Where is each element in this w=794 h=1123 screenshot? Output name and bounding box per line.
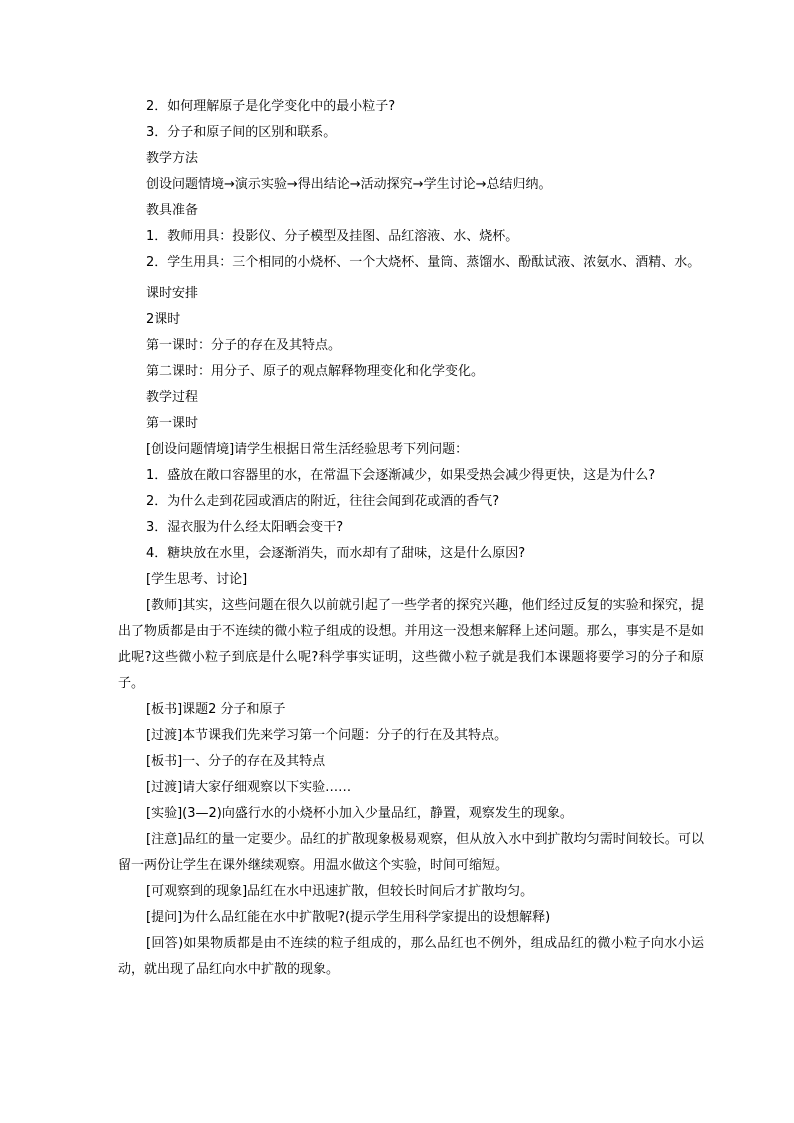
text-line: 1．盛放在敞口容器里的水，在常温下会逐渐减少，如果受热会减少得更快，这是为什么? [146,468,656,483]
text-line: [板书]课题2 分子和原子 [146,702,286,717]
section-heading: 教学过程 [146,390,199,405]
text-paragraph: [注意]品红的量一定要少。品红的扩散现象极易观察，但从放入水中到扩散均匀需时间较长。可以留一两份让学生在课外继续观察。用温水做这个实验，时间可缩短。 [118,832,704,873]
text-line: [过渡]请大家仔细观察以下实验…… [146,780,352,795]
section-heading: 教学方法 [146,151,199,166]
text-line: 第一课时 [146,416,199,431]
text-line: [实验](3—2)向盛行水的小烧杯小加入少量品红，静置，观察发生的现象。 [146,806,573,821]
text-line: 1．教师用具：投影仪、分子模型及挂图、品红溶液、水、烧杯。 [146,229,519,244]
text-line: 创设问题情境→演示实验→得出结论→活动探究→学生讨论→总结归纳。 [146,177,552,192]
text-paragraph: [教师]其实，这些问题在很久以前就引起了一些学者的探究兴趣，他们经过反复的实验和探究，提出了物质都是由于不连续的微小粒子组成的设想。并用这一没想来解释上述问题。那么，事实是不是如此呢?这些微小粒子到底是什么呢?科学事实证明，这些微小粒子就是我们本课题将要学习的分子和原子。 [118,598,704,691]
text-line: 第一课时：分子的存在及其特点。 [146,338,342,353]
text-line: 4．糖块放在水里，会逐渐消失，而水却有了甜味，这是什么原因? [146,546,526,561]
text-line: 3．湿衣服为什么经太阳晒会变干? [146,520,344,535]
text-line: [可观察到的现象]品红在水中迅速扩散，但较长时间后才扩散均匀。 [146,884,534,899]
text-line: 2．如何理解原子是化学变化中的最小粒子? [146,99,396,114]
text-line: 3．分子和原子间的区别和联系。 [146,125,337,140]
text-line: 第二课时：用分子、原子的观点解释物理变化和化学变化。 [146,364,485,379]
document-page [118,94,704,983]
text-line: [学生思考、讨论] [146,572,248,587]
text-line: [提问]为什么品红能在水中扩散呢?(提示学生用科学家提出的设想解释) [146,910,551,925]
text-line: 2．为什么走到花园或酒店的附近，往往会闻到花或酒的香气? [146,494,500,509]
text-paragraph: [回答)如果物质都是由不连续的粒子组成的，那么品红也不例外，组成品红的微小粒子向水小运动，就出现了品红向水中扩散的现象。 [118,936,704,977]
section-heading: 课时安排 [146,286,199,301]
text-line: [板书]一、分子的存在及其特点 [146,754,326,769]
text-line: [创设问题情境]请学生根据日常生活经验思考下列问题： [146,442,469,457]
section-heading: 教具准备 [146,203,199,218]
text-paragraph: 2．学生用具：三个相同的小烧杯、一个大烧杯、量筒、蒸馏水、酚酞试液、浓氨水、酒精、水。 [146,255,701,270]
text-line: 2课时 [146,312,181,327]
text-line: [过渡]本节课我们先来学习第一个问题：分子的行在及其特点。 [146,728,508,743]
